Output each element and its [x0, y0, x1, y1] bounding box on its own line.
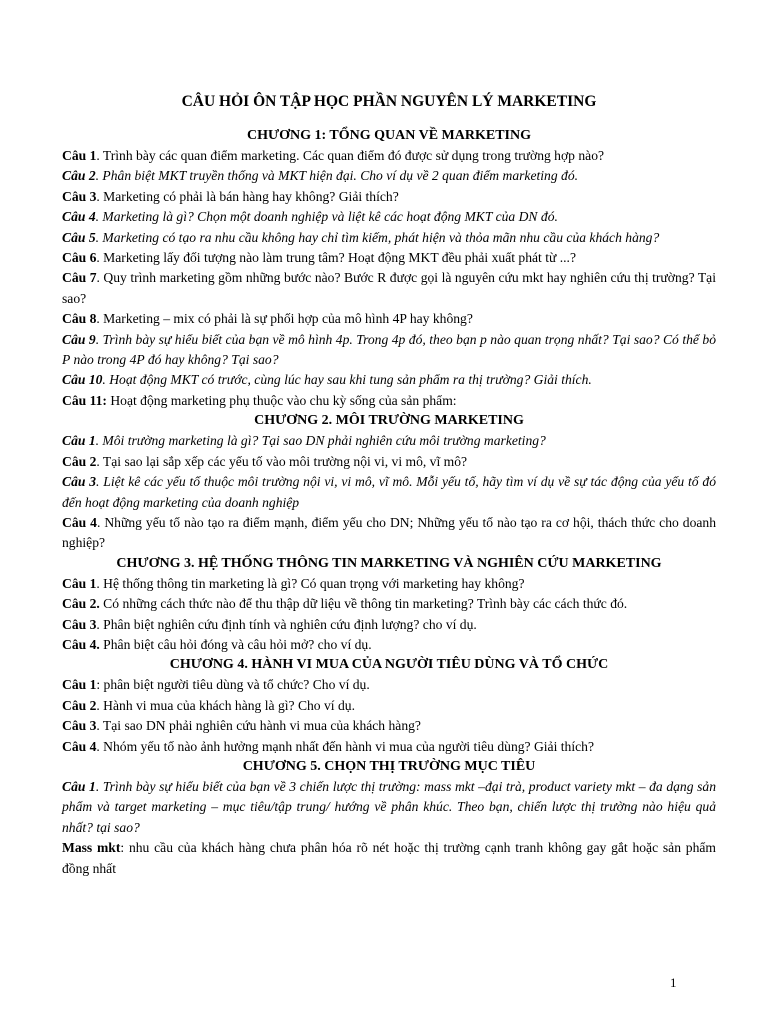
question-text: . Marketing có tạo ra nhu cầu không hay chỉ tìm kiếm, phát hiện và thỏa mãn nhu cầu của khách hàng? — [95, 229, 660, 245]
chapter-1 — [62, 126, 716, 411]
question-text: : nhu cầu của khách hàng chưa phân hóa rõ nét hoặc thị trường cạnh tranh không gay gắt hoặc sản phẩm đồng nhất — [62, 840, 716, 876]
question-item — [62, 594, 716, 614]
question-label: Câu 5 — [62, 229, 96, 245]
question-text: . Phân biệt MKT truyền thống và MKT hiện đại. Cho ví dụ về 2 quan điểm marketing đó. — [95, 168, 579, 184]
question-text: . Hoạt động MKT có trước, cùng lúc hay sau khi tung sản phẩm ra thị trường? Giải thích. — [102, 372, 592, 388]
question-label: Câu 10 — [62, 372, 103, 388]
question-item — [62, 207, 716, 227]
question-label: Câu 1 — [62, 575, 97, 591]
question-label: Câu 7 — [62, 270, 97, 286]
question-item — [62, 716, 716, 736]
question-label: Câu 4 — [62, 738, 97, 754]
question-item — [62, 452, 716, 472]
question-item — [62, 391, 716, 411]
question-label: Câu 11: — [62, 392, 107, 408]
question-text: . Trình bày sự hiểu biết của bạn về mô hình 4p. Trong 4p đó, theo bạn p nào quan trọng nhất? Tại sao? Có thể bỏ P nào trong 4P đó hay không? Tại sao? — [62, 331, 716, 368]
question-item — [62, 615, 716, 635]
question-text: . Phân biệt nghiên cứu định tính và nghiên cứu định lượng? cho ví dụ. — [96, 616, 477, 632]
question-label: Câu 4 — [62, 209, 96, 225]
question-text: Có những cách thức nào để thu thập dữ liệu về thông tin marketing? Trình bày các cách thức đó. — [99, 596, 628, 612]
question-label: Câu 3 — [62, 474, 97, 490]
question-label: Câu 3 — [62, 718, 97, 734]
question-text: . Marketing – mix có phải là sự phối hợp của mô hình 4P hay không? — [96, 311, 473, 327]
question-text: . Trình bày các quan điểm marketing. Các quan điểm đó được sử dụng trong trường hợp nào? — [96, 148, 605, 163]
question-text: . Tại sao lại sắp xếp các yếu tố vào môi trường nội vi, vi mô, vĩ mô? — [96, 453, 468, 469]
question-item — [62, 146, 716, 166]
chapter-4 — [62, 655, 716, 757]
question-text: : phân biệt người tiêu dùng và tổ chức? Cho ví dụ. — [96, 677, 370, 693]
question-label: Câu 2. — [62, 596, 100, 612]
question-item — [62, 696, 716, 716]
question-text: . Tại sao DN phải nghiên cứu hành vi mua của khách hàng? — [96, 718, 421, 734]
question-label: Câu 3 — [62, 188, 97, 204]
question-text: . Hành vi mua của khách hàng là gì? Cho ví dụ. — [96, 697, 355, 713]
question-label: Câu 9 — [62, 331, 96, 347]
question-text: . Quy trình marketing gồm những bước nào? Bước R được gọi là nguyên cứu mkt hay nghiên cứu thị trường? Tại sao? — [62, 270, 716, 306]
question-item — [62, 268, 716, 309]
question-text: . Nhóm yếu tố nào ảnh hưởng mạnh nhất đến hành vi mua của người tiêu dùng? Giải thích? — [96, 738, 594, 754]
question-text: . Marketing lấy đối tượng nào làm trung tâm? Hoạt động MKT đều phải xuất phát từ ...? — [96, 250, 576, 266]
question-item — [62, 737, 716, 757]
question-item — [62, 431, 716, 451]
question-label: Câu 2 — [62, 697, 97, 713]
question-item — [62, 330, 716, 371]
question-label: Câu 6 — [62, 250, 97, 266]
question-label: Câu 2 — [62, 168, 96, 184]
question-item — [62, 635, 716, 655]
question-item — [62, 675, 716, 695]
question-label: Câu 1 — [62, 778, 96, 794]
question-item — [62, 370, 716, 390]
question-item — [62, 472, 716, 513]
question-label: Câu 1 — [62, 148, 97, 163]
question-label: Câu 3 — [62, 616, 97, 632]
question-item — [62, 838, 716, 879]
question-text: . Marketing là gì? Chọn một doanh nghiệp và liệt kê các hoạt động MKT của DN đó. — [95, 209, 558, 225]
question-item — [62, 574, 716, 594]
chapter-heading: CHƯƠNG 5. CHỌN THỊ TRƯỜNG MỤC TIÊU — [242, 758, 536, 774]
question-item — [62, 187, 716, 207]
page-number: 1 — [670, 975, 677, 990]
question-item — [62, 309, 716, 329]
question-text: Phân biệt câu hỏi đóng và câu hỏi mở? cho ví dụ. — [99, 636, 372, 652]
chapter-3 — [62, 554, 716, 656]
chapter-2 — [62, 411, 716, 553]
question-label: Mass mkt — [62, 840, 121, 856]
question-label: Câu 8 — [62, 311, 97, 327]
question-item — [62, 166, 716, 186]
chapter-5 — [62, 757, 716, 879]
question-text: . Trình bày sự hiểu biết của bạn về 3 chiến lược thị trường: mass mkt –đại trà, product variety mkt – đa dạng sản phẩm và target marketing – mục tiêu/tập trung/ hướng về phân khúc. Theo bạn, chiến lược thị trường nào hiệu quả nhất? tại sao? — [62, 778, 716, 835]
question-label: Câu 4. — [62, 636, 100, 652]
question-label: Câu 1 — [62, 433, 96, 449]
document-title: CÂU HỎI ÔN TẬP HỌC PHẦN NGUYÊN LÝ MARKETING — [181, 93, 597, 110]
question-text: Hoạt động marketing phụ thuộc vào chu kỳ sống của sản phẩm: — [106, 392, 457, 408]
question-label: Câu 4 — [62, 514, 97, 530]
question-item — [62, 513, 716, 554]
question-text: . Hệ thống thông tin marketing là gì? Có quan trọng với marketing hay không? — [96, 575, 525, 591]
chapter-heading: CHƯƠNG 1: TỔNG QUAN VỀ MARKETING — [246, 128, 532, 143]
question-text: . Những yếu tố nào tạo ra điểm mạnh, điểm yếu cho DN; Những yếu tố nào tạo ra cơ hội, thách thức cho doanh nghiệp? — [62, 514, 717, 551]
question-label: Câu 1 — [62, 677, 97, 693]
question-item — [62, 248, 716, 268]
question-item — [62, 228, 716, 248]
chapter-heading: CHƯƠNG 4. HÀNH VI MUA CỦA NGƯỜI TIÊU DÙNG VÀ TỔ CHỨC — [169, 657, 609, 673]
question-text: . Marketing có phải là bán hàng hay không? Giải thích? — [96, 188, 399, 204]
question-item — [62, 777, 716, 838]
chapter-heading: CHƯƠNG 3. HỆ THỐNG THÔNG TIN MARKETING VÀ NGHIÊN CỨU MARKETING — [116, 555, 662, 571]
question-text: . Liệt kê các yếu tố thuộc môi trường nội vi, vi mô, vĩ mô. Mỗi yếu tố, hãy tìm ví dụ về sự tác động của yếu tố đó đến hoạt động marketing của doanh nghiệp — [62, 474, 716, 510]
chapter-heading: CHƯƠNG 2. MÔI TRƯỜNG MARKETING — [254, 413, 524, 429]
question-label: Câu 2 — [62, 453, 97, 469]
question-text: . Môi trường marketing là gì? Tại sao DN phải nghiên cứu môi trường marketing? — [95, 433, 546, 449]
